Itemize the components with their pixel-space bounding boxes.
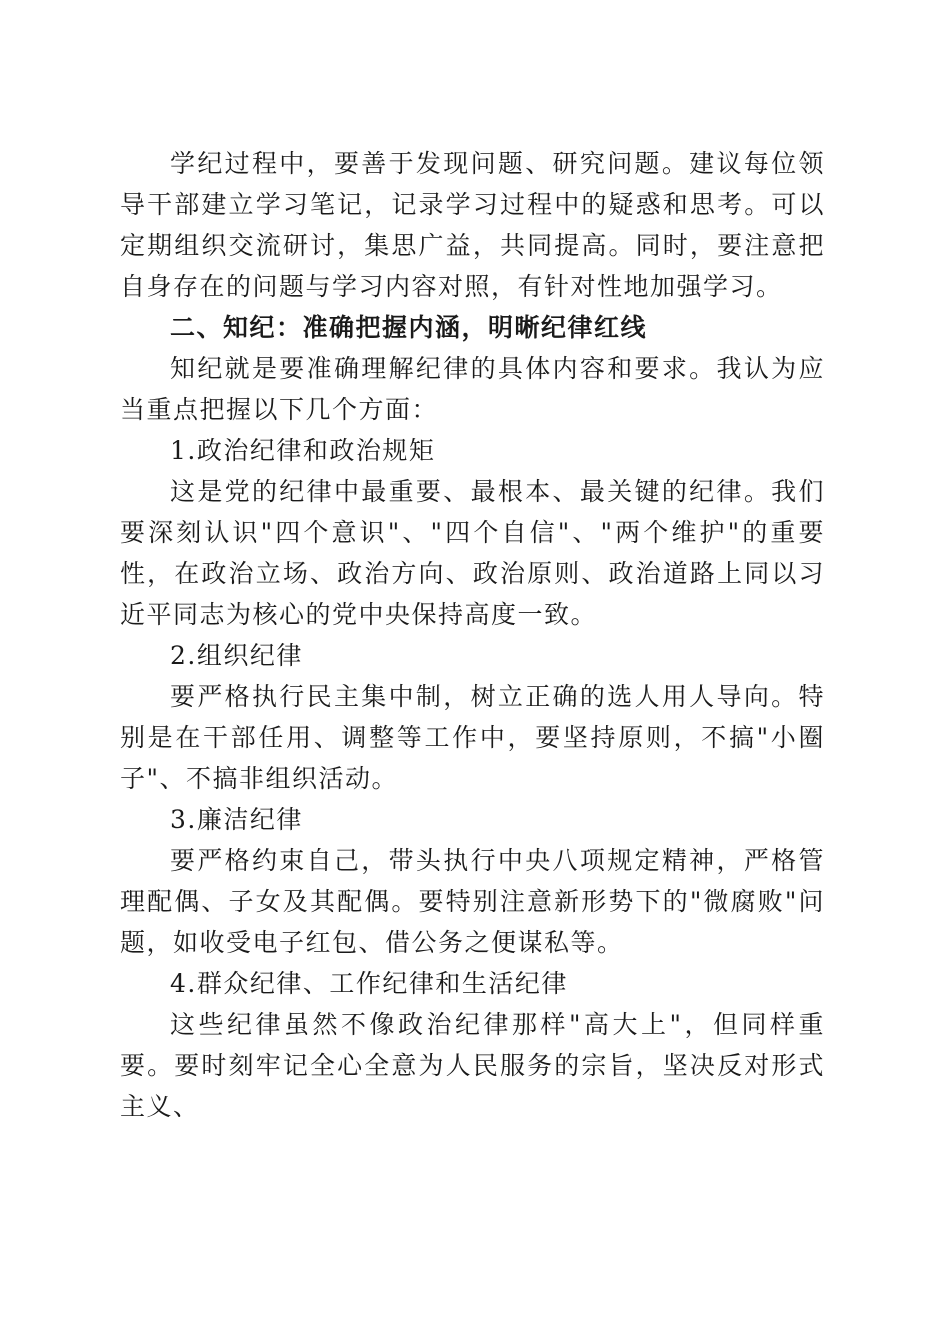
subheading-integrity-discipline: 3.廉洁纪律: [170, 805, 303, 834]
paragraph-study-process: 学纪过程中，要善于发现问题、研究问题。建议每位领导干部建立学习笔记，记录学习过程中的疑惑和思考。可以定期组织交流研讨，集思广益，共同提高。同时，要注意把自身存在的问题与学习内容对照，有针对性地加强学习。: [120, 149, 825, 301]
paragraph-integrity-discipline: 要严格约束自己，带头执行中央八项规定精神，严格管理配偶、子女及其配偶。要特别注意新形势下的"微腐败"问题，如收受电子红包、借公务之便谋私等。: [120, 846, 825, 957]
paragraph-organizational-discipline: 要严格执行民主集中制，树立正确的选人用人导向。特别是在干部任用、调整等工作中，要坚持原则，不搞"小圈子"、不搞非组织活动。: [120, 682, 825, 793]
section-heading-know-discipline: 二、知纪：准确把握内涵，明晰纪律红线: [170, 313, 648, 342]
paragraph-mass-work-life-discipline: 这些纪律虽然不像政治纪律那样"高大上"，但同样重要。要时刻牢记全心全意为人民服务的宗旨，坚决反对形式主义、: [120, 1010, 825, 1121]
document-body: [120, 143, 825, 1127]
subheading-mass-work-life-discipline: 4.群众纪律、工作纪律和生活纪律: [170, 969, 568, 998]
subheading-political-discipline: 1.政治纪律和政治规矩: [170, 436, 436, 465]
paragraph-political-discipline: 这是党的纪律中最重要、最根本、最关键的纪律。我们要深刻认识"四个意识"、"四个自信"、"两个维护"的重要性，在政治立场、政治方向、政治原则、政治道路上同以习近平同志为核心的党中央保持高度一致。: [120, 477, 825, 629]
paragraph-know-discipline-intro: 知纪就是要准确理解纪律的具体内容和要求。我认为应当重点把握以下几个方面：: [120, 354, 825, 424]
subheading-organizational-discipline: 2.组织纪律: [170, 641, 303, 670]
